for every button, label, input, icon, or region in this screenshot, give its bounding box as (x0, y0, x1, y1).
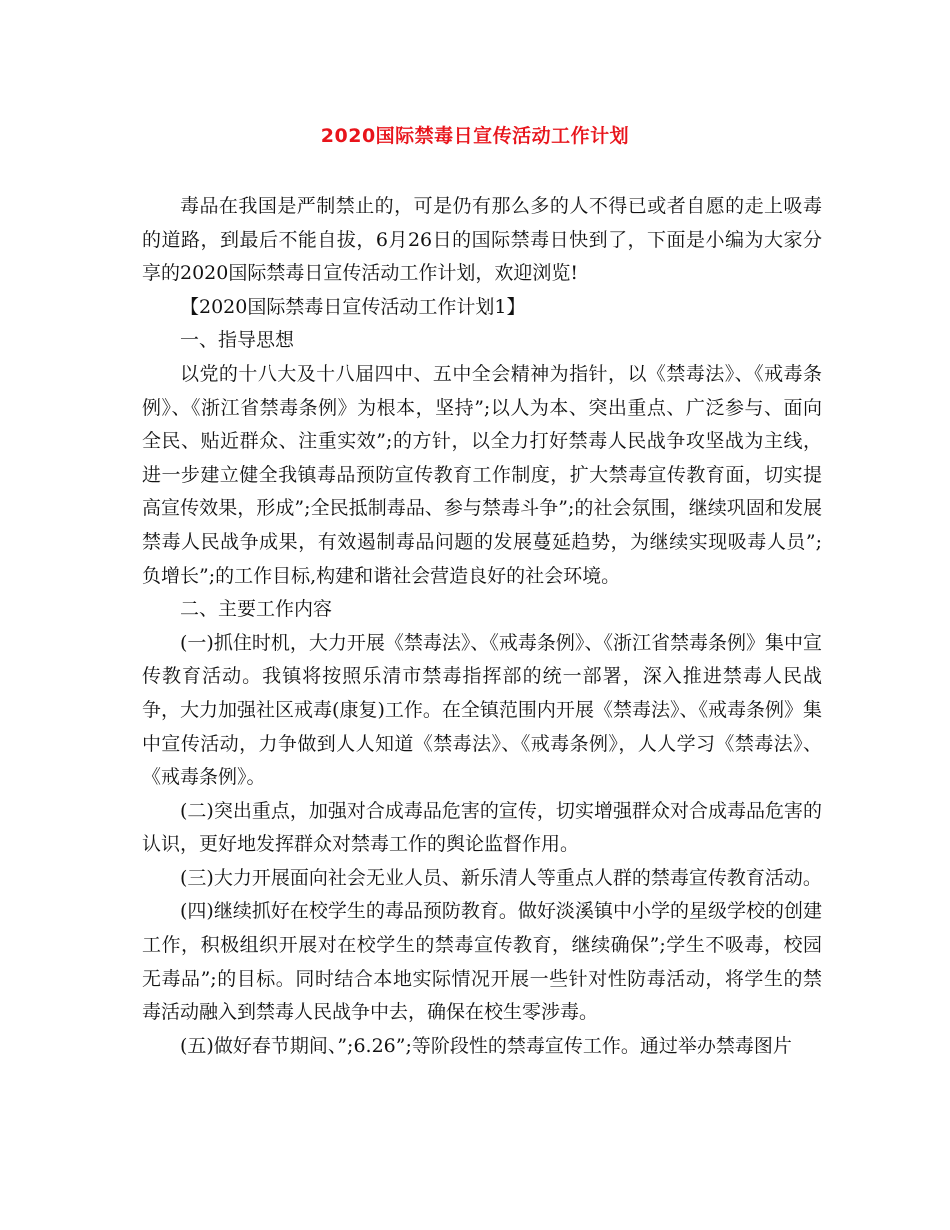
paragraph-item-2: (二)突出重点，加强对合成毒品危害的宣传，切实增强群众对合成毒品危害的认识，更好地发挥群众对禁毒工作的舆论监督作用。 (142, 799, 822, 856)
paragraph-item-3: (三)大力开展面向社会无业人员、新乐清人等重点人群的禁毒宣传教育活动。 (180, 866, 822, 889)
paragraph-item-5: (五)做好春节期间、”;6.26”;等阶段性的禁毒宣传工作。通过举办禁毒图片 (180, 1034, 792, 1057)
paragraph-guiding-ideology: 以党的十八大及十八届四中、五中全会精神为指针，以《禁毒法》、《戒毒条例》、《浙江省禁毒条例》为根本，坚持”;以人为本、突出重点、广泛参与、面向全民、贴近群众、注重实效”;的方针，以全力打好禁毒人民战争攻坚战为主线，进一步建立健全我镇毒品预防宣传教育工作制度，扩大禁毒宣传教育面，切实提高宣传效果，形成”;全民抵制毒品、参与禁毒斗争”;的社会氛围，继续巩固和发展禁毒人民战争成果，有效遏制毒品问题的发展蔓延趋势，为继续实现吸毒人员”;负增长”;的工作目标,构建和谐社会营造良好的社会环境。 (142, 362, 822, 587)
paragraph-intro: 毒品在我国是严制禁止的，可是仍有那么多的人不得已或者自愿的走上吸毒的道路，到最后不能自拔，6月26日的国际禁毒日快到了，下面是小编为大家分享的2020国际禁毒日宣传活动工作计划，欢迎浏览! (142, 195, 822, 285)
heading-guiding-ideology: 一、指导思想 (180, 329, 295, 352)
document-title: 2020国际禁毒日宣传活动工作计划 (320, 125, 630, 147)
section-heading-plan-1: 【2020国际禁毒日宣传活动工作计划1】 (180, 295, 526, 318)
document-body (142, 190, 822, 1063)
paragraph-item-1: (一)抓住时机，大力开展《禁毒法》、《戒毒条例》、《浙江省禁毒条例》集中宣传教育活动。我镇将按照乐清市禁毒指挥部的统一部署，深入推进禁毒人民战争，大力加强社区戒毒(康复)工作。在全镇范围内开展《禁毒法》、《戒毒条例》集中宣传活动，力争做到人人知道《禁毒法》、《戒毒条例》，人人学习《禁毒法》、《戒毒条例》。 (142, 631, 822, 789)
heading-main-work: 二、主要工作内容 (180, 598, 333, 621)
paragraph-item-4: (四)继续抓好在校学生的毒品预防教育。做好淡溪镇中小学的星级学校的创建工作，积极组织开展对在校学生的禁毒宣传教育，继续确保”;学生不吸毒，校园无毒品”;的目标。同时结合本地实际情况开展一些针对性防毒活动，将学生的禁毒活动融入到禁毒人民战争中去，确保在校生零涉毒。 (142, 900, 822, 1024)
